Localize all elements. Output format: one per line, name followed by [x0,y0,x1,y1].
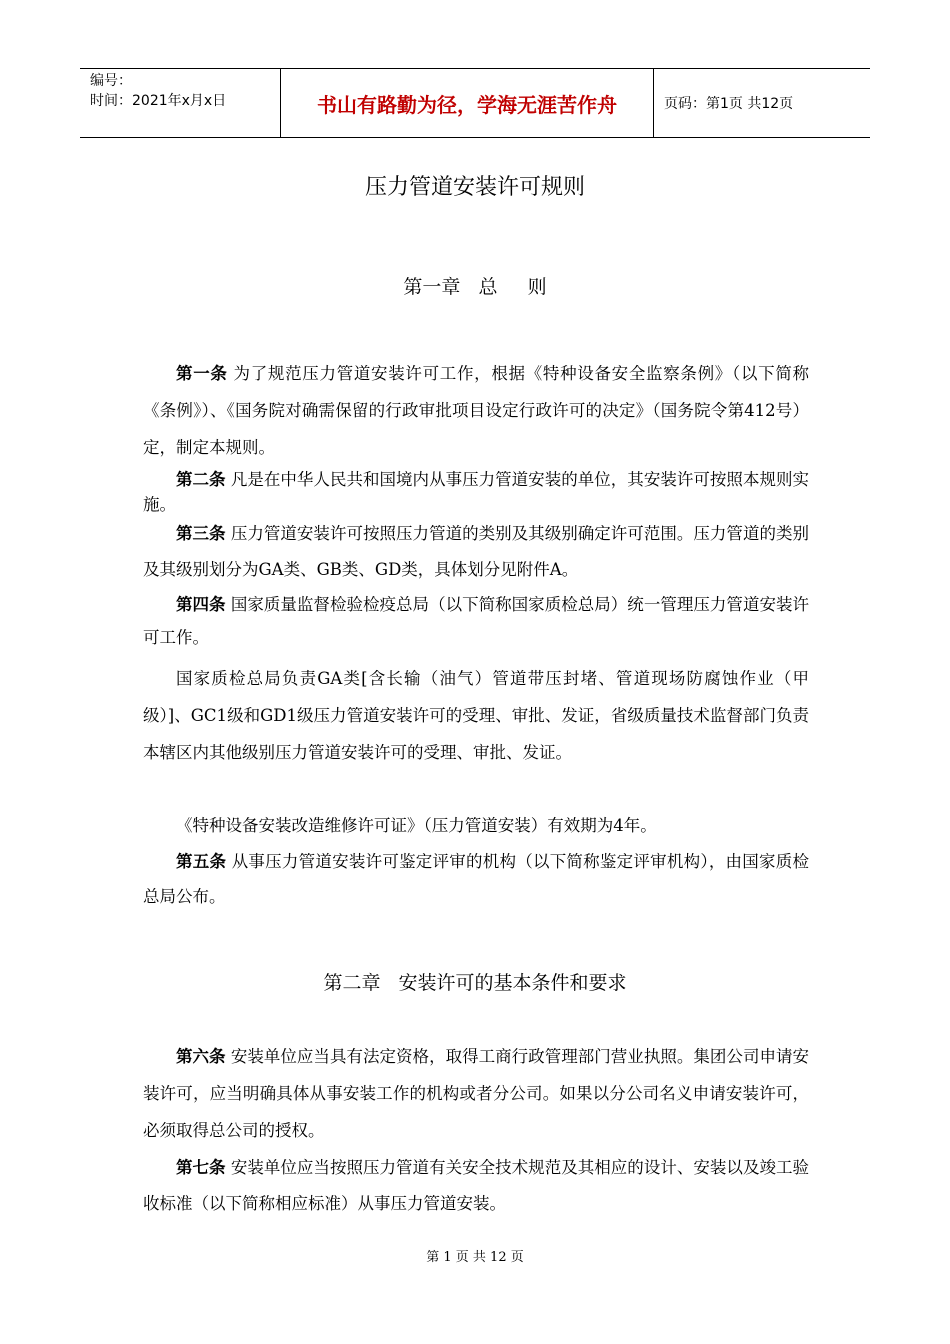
article-text: 《特种设备安装改造维修许可证》（压力管道安装）有效期为4年。 [176,816,657,835]
page-header [80,68,870,138]
article-text: 为了规范压力管道安装许可工作，根据《特种设备安全监察条例》（以下简称《条例》）、《国务院对确需保留的行政审批项目设定行政许可的决定》（国务院令第412号）定，制定本规则。 [143,364,810,457]
article-3 [143,516,809,588]
article-text: 安装单位应当按照压力管道有关安全技术规范及其相应的设计、安装以及竣工验收标准（以下简称相应标准）从事压力管道安装。 [143,1158,809,1213]
article-text: 压力管道安装许可按照压力管道的类别及其级别确定许可范围。压力管道的类别及其级别划分为GA类、GB类、GD类，具体划分见附件A。 [143,524,809,579]
article-2 [143,467,809,517]
article-label: 第七条 [176,1158,226,1177]
article-label: 第一条 [176,364,228,383]
header-left-cell [80,69,280,137]
date-label: 时间：2021年x月x日 [90,93,227,109]
number-label: 编号： [90,73,132,89]
article-text: 国家质量监督检验检疫总局（以下简称国家质检总局）统一管理压力管道安装许可工作。 [143,595,809,647]
article-label: 第三条 [176,524,226,543]
article-label: 第二条 [176,470,226,489]
chapter-1-heading: 第一章 总 则 [403,276,547,298]
article-label: 第六条 [176,1047,226,1066]
article-1 [143,355,809,466]
header-motto: 书山有路勤为径，学海无涯苦作舟 [280,69,654,137]
article-text: 从事压力管道安装许可鉴定评审的机构（以下简称鉴定评审机构），由国家质检总局公布。 [143,852,810,906]
article-4-paragraph-2 [143,660,809,771]
article-label: 第五条 [176,852,227,871]
article-text: 安装单位应当具有法定资格，取得工商行政管理部门营业执照。集团公司申请安装许可，应当明确具体从事安装工作的机构或者分公司。如果以分公司名义申请安装许可，必须取得总公司的授权。 [143,1047,809,1140]
header-page-info: 页码：第1页 共12页 [664,96,794,112]
page-footer: 第 1 页 共 12 页 [426,1250,524,1265]
article-text: 国家质检总局负责GA类[含长输（油气）管道带压封堵、管道现场防腐蚀作业（甲级）]、GC1级和GD1级压力管道安装许可的受理、审批、发证，省级质量技术监督部门负责本辖区内其他级别压力管道安装许可的受理、审批、发证。 [143,669,809,762]
article-4-paragraph-3 [143,809,809,842]
article-6 [143,1038,809,1149]
chapter-2-heading: 第二章 安装许可的基本条件和要求 [323,972,627,994]
article-text: 凡是在中华人民共和国境内从事压力管道安装的单位，其安装许可按照本规则实施。 [143,470,809,514]
article-label: 第四条 [176,595,226,614]
article-7 [143,1150,809,1222]
document-title: 压力管道安装许可规则 [364,175,585,200]
article-4 [143,588,809,654]
article-5 [143,844,809,914]
